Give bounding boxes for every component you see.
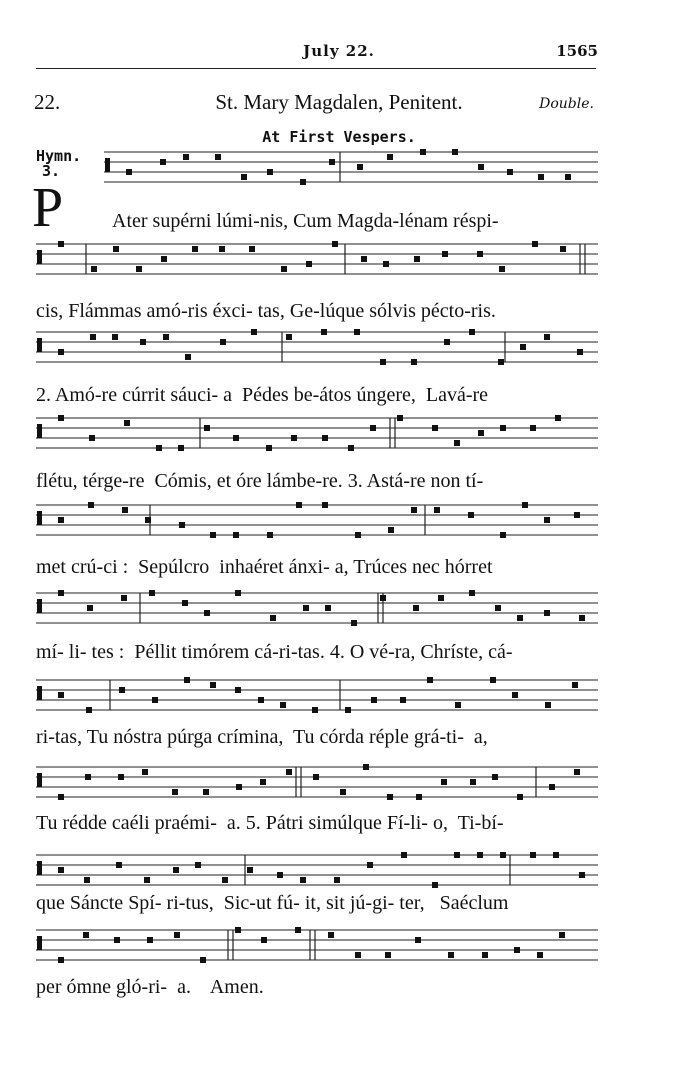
music-staff [36, 926, 602, 982]
neume-note [58, 415, 64, 421]
neume-note [370, 425, 376, 431]
running-header-title: July 22. [303, 42, 375, 60]
neume-note [469, 329, 475, 335]
neume-note [522, 502, 528, 508]
neume-note [416, 794, 422, 800]
neume-note [286, 334, 292, 340]
neume-note [455, 702, 461, 708]
neume-note [351, 620, 357, 626]
drop-cap-initial: P [32, 177, 64, 239]
do-clef [37, 936, 42, 950]
neume-note [495, 605, 501, 611]
neume-note [114, 937, 120, 943]
neume-note [478, 164, 484, 170]
neume-note [322, 435, 328, 441]
lyric-line: per ómne gló-ri- a. Amen. [36, 976, 264, 998]
neume-note [477, 251, 483, 257]
neume-note [512, 692, 518, 698]
neume-note [160, 159, 166, 165]
hymn-label [36, 149, 81, 179]
music-staff [104, 148, 602, 204]
neume-note [492, 774, 498, 780]
music-staff [36, 414, 602, 470]
neume-note [184, 677, 190, 683]
neume-note [478, 430, 484, 436]
music-staff [36, 328, 602, 384]
neume-note [517, 615, 523, 621]
neume-note [87, 605, 93, 611]
neume-note [572, 682, 578, 688]
neume-note [538, 174, 544, 180]
neume-note [490, 677, 496, 683]
lyric-line: flétu, térge-re Cómis, et óre lámbe-re. 3. Astá-re non tí- [36, 470, 484, 492]
neume-note [579, 872, 585, 878]
neume-note [383, 261, 389, 267]
neume-note [203, 789, 209, 795]
neume-note [258, 697, 264, 703]
lyric-line: cis, Flámmas amó-ris éxci- tas, Ge-lúque sólvis pécto-ris. [36, 300, 496, 322]
music-staff [36, 589, 602, 645]
neume-note [385, 952, 391, 958]
neume-note [477, 852, 483, 858]
neume-note [411, 359, 417, 365]
neume-note [574, 512, 580, 518]
do-clef [37, 686, 42, 700]
neume-note [303, 605, 309, 611]
neume-note [427, 677, 433, 683]
lyric-line: 2. Amó-re cúrrit sáuci- a Pédes be-átos úngere, Lavá-re [36, 384, 489, 406]
neume-note [553, 852, 559, 858]
neume-note [444, 339, 450, 345]
neume-note [565, 174, 571, 180]
neume-note [442, 251, 448, 257]
neume-note [267, 532, 273, 538]
neume-note [233, 435, 239, 441]
neume-note [235, 687, 241, 693]
neume-note [58, 794, 64, 800]
neume-note [112, 334, 118, 340]
neume-note [432, 425, 438, 431]
neume-note [192, 246, 198, 252]
neume-note [355, 952, 361, 958]
lyric-line: Ater supérni lúmi-nis, Cum Magda-lénam réspi- [112, 210, 499, 232]
neume-note [85, 774, 91, 780]
neume-note [387, 154, 393, 160]
neume-note [367, 862, 373, 868]
neume-note [415, 937, 421, 943]
neume-note [195, 862, 201, 868]
music-staff [36, 501, 602, 557]
header-rule [36, 68, 596, 69]
neume-note [113, 246, 119, 252]
neume-note [89, 435, 95, 441]
neume-note [118, 774, 124, 780]
neume-note [468, 512, 474, 518]
music-staff [36, 240, 602, 296]
neume-note [145, 517, 151, 523]
do-clef [37, 861, 42, 875]
neume-note [387, 794, 393, 800]
neume-note [498, 359, 504, 365]
neume-note [236, 784, 242, 790]
neume-note [182, 600, 188, 606]
neume-note [83, 932, 89, 938]
neume-note [84, 877, 90, 883]
neume-note [58, 692, 64, 698]
do-clef [37, 338, 42, 352]
neume-note [88, 502, 94, 508]
neume-note [555, 415, 561, 421]
neume-note [86, 707, 92, 713]
neume-note [482, 952, 488, 958]
neume-note [280, 702, 286, 708]
neume-note [173, 867, 179, 873]
neume-note [397, 415, 403, 421]
neume-note [152, 697, 158, 703]
neume-note [266, 445, 272, 451]
lyric-line: ri-tas, Tu nóstra púrga crímina, Tu córda réple grá-ti- a, [36, 726, 488, 748]
neume-note [434, 507, 440, 513]
neume-note [295, 927, 301, 933]
neume-note [357, 164, 363, 170]
neume-note [355, 532, 361, 538]
neume-note [136, 266, 142, 272]
neume-note [380, 359, 386, 365]
neume-note [345, 707, 351, 713]
neume-note [321, 329, 327, 335]
neume-note [361, 256, 367, 262]
neume-note [354, 329, 360, 335]
music-staff [36, 763, 602, 819]
neume-note [204, 425, 210, 431]
neume-note [328, 932, 334, 938]
neume-note [438, 595, 444, 601]
neume-note [514, 947, 520, 953]
neume-note [559, 932, 565, 938]
neume-note [156, 445, 162, 451]
neume-note [144, 877, 150, 883]
neume-note [121, 595, 127, 601]
neume-note [574, 769, 580, 775]
neume-note [147, 937, 153, 943]
neume-note [119, 687, 125, 693]
neume-note [469, 590, 475, 596]
neume-note [58, 590, 64, 596]
neume-note [261, 937, 267, 943]
neume-note [334, 877, 340, 883]
neume-note [241, 174, 247, 180]
neume-note [300, 179, 306, 185]
neume-note [532, 241, 538, 247]
neume-note [277, 872, 283, 878]
office-heading: At First Vespers. [262, 128, 416, 146]
hymn-mode-number: 3. [42, 162, 61, 180]
neume-note [185, 354, 191, 360]
neume-note [448, 952, 454, 958]
neume-note [270, 615, 276, 621]
neume-note [530, 425, 536, 431]
neume-note [520, 344, 526, 350]
neume-note [499, 266, 505, 272]
neume-note [537, 952, 543, 958]
neume-note [500, 425, 506, 431]
neume-note [454, 440, 460, 446]
neume-note [577, 349, 583, 355]
neume-note [161, 256, 167, 262]
neume-note [545, 702, 551, 708]
neume-note [58, 957, 64, 963]
feast-rank: Double. [539, 96, 594, 112]
neume-note [90, 334, 96, 340]
neume-note [178, 445, 184, 451]
do-clef [105, 158, 110, 172]
neume-note [204, 610, 210, 616]
neume-note [380, 595, 386, 601]
neume-note [530, 852, 536, 858]
neume-note [179, 522, 185, 528]
neume-note [235, 927, 241, 933]
neume-note [58, 867, 64, 873]
neume-note [414, 256, 420, 262]
neume-note [281, 266, 287, 272]
neume-note [348, 445, 354, 451]
neume-note [500, 532, 506, 538]
neume-note [312, 707, 318, 713]
neume-note [174, 932, 180, 938]
neume-note [544, 334, 550, 340]
neume-note [249, 246, 255, 252]
do-clef [37, 773, 42, 787]
neume-note [340, 789, 346, 795]
neume-note [91, 266, 97, 272]
neume-note [296, 502, 302, 508]
neume-note [126, 169, 132, 175]
neume-note [215, 154, 221, 160]
neume-note [413, 605, 419, 611]
neume-note [172, 789, 178, 795]
neume-note [58, 241, 64, 247]
neume-note [140, 339, 146, 345]
neume-note [58, 349, 64, 355]
neume-note [411, 507, 417, 513]
neume-note [544, 610, 550, 616]
neume-note [517, 794, 523, 800]
neume-note [210, 532, 216, 538]
neume-note [233, 532, 239, 538]
feast-number: 22. [34, 90, 61, 114]
neume-note [500, 852, 506, 858]
neume-note [222, 877, 228, 883]
neume-note [332, 241, 338, 247]
neume-note [313, 774, 319, 780]
neume-note [142, 769, 148, 775]
neume-note [325, 605, 331, 611]
lyric-line: que Sáncte Spí- ri-tus, Sic-ut fú- it, sit jú-gi- ter, Saéclum [36, 892, 509, 914]
neume-note [251, 329, 257, 335]
do-clef [37, 250, 42, 264]
music-staff [36, 676, 602, 732]
neume-note [454, 852, 460, 858]
neume-note [200, 957, 206, 963]
neume-note [322, 502, 328, 508]
neume-note [183, 154, 189, 160]
neume-note [549, 784, 555, 790]
neume-note [220, 339, 226, 345]
neume-note [401, 852, 407, 858]
neume-note [116, 862, 122, 868]
neume-note [247, 867, 253, 873]
neume-note [260, 779, 266, 785]
neume-note [122, 507, 128, 513]
do-clef [37, 599, 42, 613]
page-number: 1565 [556, 42, 598, 60]
neume-note [470, 779, 476, 785]
neume-note [579, 615, 585, 621]
neume-note [432, 882, 438, 888]
neume-note [58, 517, 64, 523]
lyric-line: Tu rédde caéli praémi- a. 5. Pátri simúlque Fí-li- o, Ti-bí- [36, 812, 504, 834]
lyric-line: mí- li- tes : Péllit timórem cá-ri-tas. 4. O vé-ra, Chríste, cá- [36, 641, 513, 663]
neume-note [363, 764, 369, 770]
neume-note [544, 517, 550, 523]
neume-note [267, 169, 273, 175]
hymn-label-word: Hymn. [36, 147, 82, 165]
neume-note [441, 779, 447, 785]
neume-note [388, 527, 394, 533]
neume-note [420, 149, 426, 155]
lyric-line: met crú-ci : Sepúlcro inhaéret ánxi- a, Trúces nec hórret [36, 556, 493, 578]
neume-note [329, 159, 335, 165]
neume-note [286, 769, 292, 775]
neume-note [452, 149, 458, 155]
neume-note [291, 435, 297, 441]
feast-title: St. Mary Magdalen, Penitent. [215, 90, 463, 114]
neume-note [300, 877, 306, 883]
neume-note [149, 590, 155, 596]
neume-note [219, 246, 225, 252]
neume-note [235, 590, 241, 596]
do-clef [37, 424, 42, 438]
neume-note [306, 261, 312, 267]
neume-note [400, 697, 406, 703]
neume-note [163, 334, 169, 340]
neume-note [210, 682, 216, 688]
do-clef [37, 511, 42, 525]
neume-note [560, 246, 566, 252]
neume-note [371, 697, 377, 703]
neume-note [507, 169, 513, 175]
neume-note [124, 420, 130, 426]
